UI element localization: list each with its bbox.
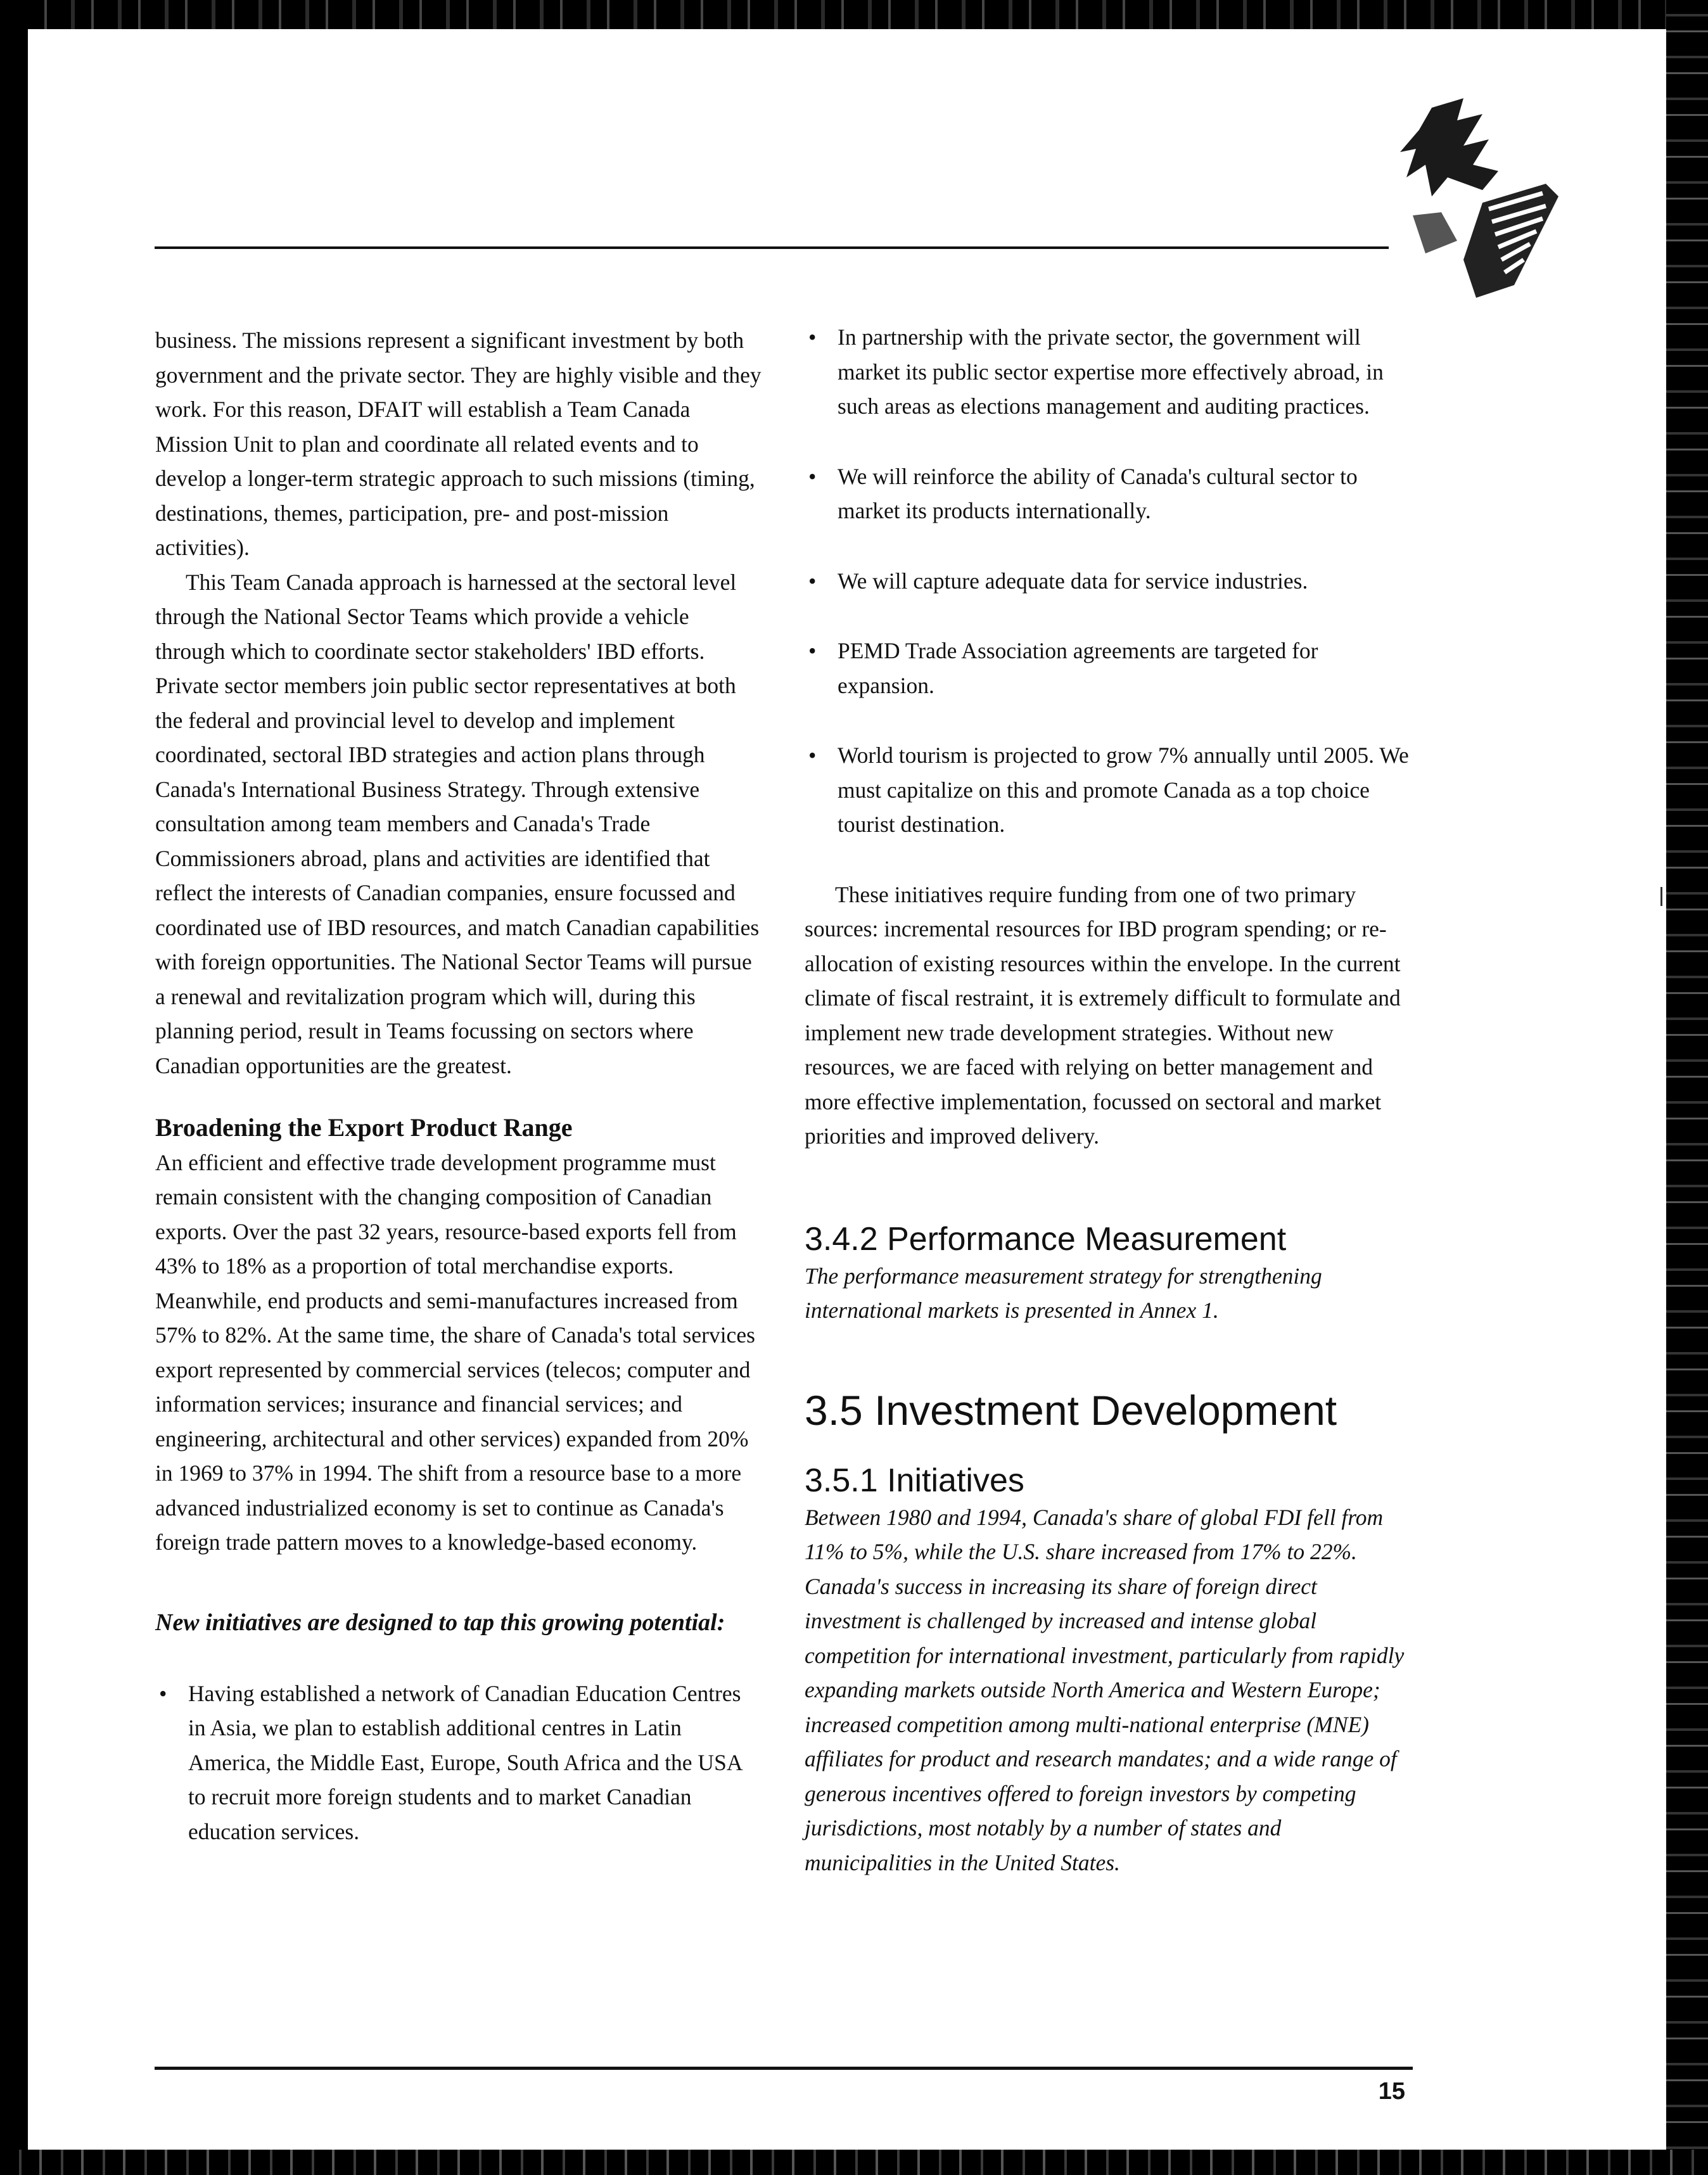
list-item: • In partnership with the private sector, the government will market its public sector expertise more effectively abroad, in such areas as elections management and auditing practices. bbox=[805, 320, 1413, 424]
body-paragraph: An efficient and effective trade development programme must remain consistent with the changing composition of Canadian exports. Over the past 32 years, resource-based exports fell from 43% to 18% as a proportion of total merchandise exports. Meanwhile, end products and semi-manufactures increased from 57% to 82%. At the same time, the share of Canada's total services export represented by commercial services (telecos; computer and information services; insurance and financial services; and engineering, architectural and other services) expanded from 20% in 1969 to 37% in 1994. The shift from a resource base to a more advanced industrialized economy is set to continue as Canada's foreign trade pattern moves to a knowledge-based economy. bbox=[155, 1149, 755, 1555]
right-column bbox=[805, 320, 1413, 1880]
italic-paragraph: Between 1980 and 1994, Canada's share of global FDI fell from 11% to 5%, while the U.S. share increased from 17% to 22%. Canada's success in increasing its share of foreign direct investment is challenged by increased and intense global competition for international investment, particularly from rapidly expanding markets outside North America and Western Europe; increased competition among multi-national enterprise (MNE) affiliates for product and research mandates; and a wide range of generous incentives offered to foreign investors by competing jurisdictions, most notably by a number of states and municipalities in the United States. bbox=[805, 1504, 1405, 1875]
section-heading: 3.5 Investment Development bbox=[805, 1386, 1337, 1434]
italic-paragraph: The performance measurement strategy for strengthening international markets is presented in Annex 1. bbox=[805, 1263, 1322, 1323]
subsection-heading: 3.5.1 Initiatives bbox=[805, 1462, 1024, 1499]
footer-rule bbox=[155, 2067, 1413, 2070]
list-item: • We will reinforce the ability of Canada's cultural sector to market its products internationally. bbox=[805, 459, 1413, 528]
scan-border-right bbox=[1666, 0, 1708, 2175]
list-item: • World tourism is projected to grow 7% annually until 2005. We must capitalize on this and promote Canada as a top choice tourist destination. bbox=[805, 738, 1413, 842]
header-rule bbox=[155, 246, 1389, 249]
body-paragraph: business. The missions represent a significant investment by both government and the private sector. They are highly visible and they work. For this reason, DFAIT will establish a Team Canada Mission Unit to plan and coordinate all related events and to develop a longer-term strategic approach to such missions (timing, destinations, themes, participation, pre- and post-mission activities). bbox=[155, 328, 762, 560]
scan-border-top bbox=[0, 0, 1708, 29]
list-item: • We will capture adequate data for service industries. bbox=[805, 564, 1413, 599]
abstract-maple-leaf-icon bbox=[1387, 95, 1571, 304]
list-item: • PEMD Trade Association agreements are targeted for expansion. bbox=[805, 634, 1413, 703]
left-column bbox=[155, 323, 763, 1884]
scan-border-left bbox=[0, 0, 28, 2175]
initiatives-intro: New initiatives are designed to tap this growing potential: bbox=[155, 1609, 725, 1636]
page-number: 15 bbox=[1378, 2078, 1405, 2105]
bullet-list bbox=[805, 320, 1413, 842]
body-paragraph: These initiatives require funding from one of two primary sources: incremental resources for IBD program spending; or re-allocation of existing resources within the envelope. In the current climate of fiscal restraint, it is extremely difficult to formulate and implement new trade development strategies. Without new resources, we are faced with relying on better management and more effective implementation, focussed on sectoral and market priorities and improved delivery. bbox=[805, 881, 1401, 1149]
section-heading: Broadening the Export Product Range bbox=[155, 1113, 573, 1142]
bullet-list bbox=[155, 1676, 763, 1849]
subsection-heading: 3.4.2 Performance Measurement bbox=[805, 1220, 1287, 1258]
body-paragraph: This Team Canada approach is harnessed at the sectoral level through the National Sector Teams which provide a vehicle through which to coordinate sector stakeholders' IBD efforts. Private sector members join public sector representatives at both the federal and provincial level to develop and implement coordinated, sectoral IBD strategies and action plans through Canada's International Business Strategy. Through extensive consultation among team members and Canada's Trade Commissioners abroad, plans and activities are identified that reflect the interests of Canadian companies, ensure focussed and coordinated use of IBD resources, and match Canadian capabilities with foreign opportunities. The National Sector Teams will pursue a renewal and revitalization program which will, during this planning period, result in Teams focussing on sectors where Canadian opportunities are the greatest. bbox=[155, 569, 760, 1078]
scan-border-bottom bbox=[0, 2150, 1708, 2175]
scan-speck bbox=[1660, 887, 1662, 906]
list-item: • Having established a network of Canadian Education Centres in Asia, we plan to establish additional centres in Latin America, the Middle East, Europe, South Africa and the USA to recruit more foreign students and to market Canadian education services. bbox=[155, 1676, 763, 1849]
